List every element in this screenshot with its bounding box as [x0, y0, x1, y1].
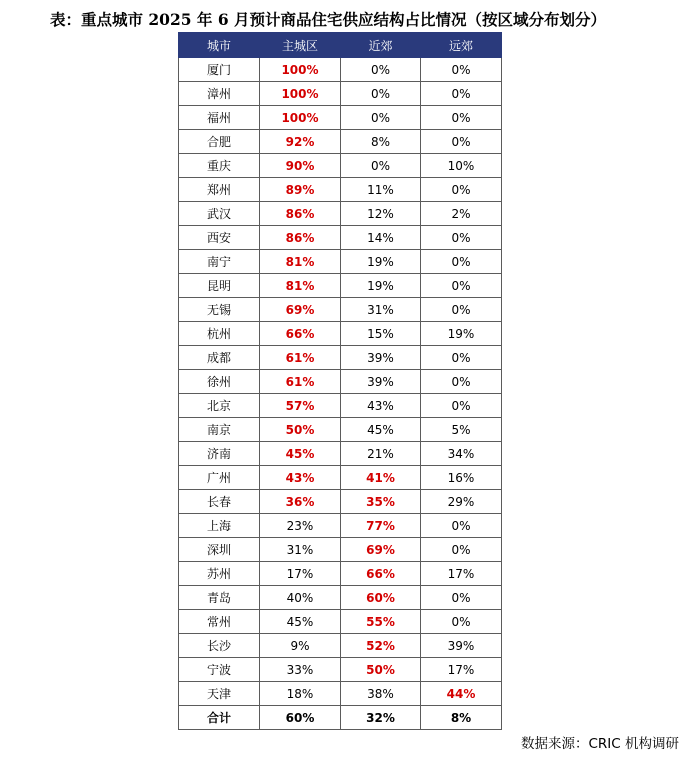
main-district-cell: 45%	[260, 442, 341, 466]
far-suburb-cell: 19%	[421, 322, 502, 346]
city-cell: 无锡	[179, 298, 260, 322]
city-cell: 郑州	[179, 178, 260, 202]
near-suburb-cell: 0%	[341, 82, 421, 106]
table-title: 表：重点城市 2025 年 6 月预计商品住宅供应结构占比情况（按区域分布划分）	[50, 10, 607, 29]
city-cell: 广州	[179, 466, 260, 490]
far-suburb-cell: 0%	[421, 514, 502, 538]
table-row	[179, 442, 502, 466]
city-cell: 南宁	[179, 250, 260, 274]
city-cell: 西安	[179, 226, 260, 250]
table-row	[179, 346, 502, 370]
table-row	[179, 82, 502, 106]
main-district-cell: 100%	[260, 82, 341, 106]
main-district-cell: 9%	[260, 634, 341, 658]
header-city: 城市	[179, 33, 260, 58]
header-row	[179, 33, 502, 58]
table-row	[179, 154, 502, 178]
table-row	[179, 106, 502, 130]
far-suburb-cell: 0%	[421, 130, 502, 154]
main-district-cell: 89%	[260, 178, 341, 202]
near-suburb-cell: 0%	[341, 154, 421, 178]
city-cell: 杭州	[179, 322, 260, 346]
table-row	[179, 658, 502, 682]
city-cell: 合肥	[179, 130, 260, 154]
table-row	[179, 298, 502, 322]
far-suburb-cell: 0%	[421, 610, 502, 634]
table-row	[179, 202, 502, 226]
main-district-cell: 61%	[260, 346, 341, 370]
data-source: 数据来源：CRIC 机构调研	[520, 736, 679, 752]
city-cell: 苏州	[179, 562, 260, 586]
far-suburb-cell: 0%	[421, 178, 502, 202]
main-district-cell: 81%	[260, 250, 341, 274]
main-district-cell: 23%	[260, 514, 341, 538]
near-suburb-cell: 0%	[341, 58, 421, 82]
city-cell: 长春	[179, 490, 260, 514]
far-suburb-cell: 29%	[421, 490, 502, 514]
city-cell: 上海	[179, 514, 260, 538]
table-row	[179, 562, 502, 586]
near-suburb-cell: 60%	[341, 586, 421, 610]
main-district-cell: 50%	[260, 418, 341, 442]
near-suburb-cell: 0%	[341, 106, 421, 130]
main-district-cell: 33%	[260, 658, 341, 682]
table-row	[179, 610, 502, 634]
far-suburb-cell: 0%	[421, 106, 502, 130]
table-row	[179, 538, 502, 562]
near-suburb-cell: 19%	[341, 274, 421, 298]
city-cell: 深圳	[179, 538, 260, 562]
table-row	[179, 418, 502, 442]
main-district-cell: 43%	[260, 466, 341, 490]
main-district-cell: 81%	[260, 274, 341, 298]
supply-structure-table	[178, 32, 502, 730]
table-row	[179, 394, 502, 418]
city-cell: 青岛	[179, 586, 260, 610]
city-cell: 天津	[179, 682, 260, 706]
near-suburb-cell: 15%	[341, 322, 421, 346]
far-suburb-cell: 0%	[421, 346, 502, 370]
far-suburb-cell: 0%	[421, 226, 502, 250]
city-cell: 武汉	[179, 202, 260, 226]
far-suburb-cell: 39%	[421, 634, 502, 658]
main-district-cell: 18%	[260, 682, 341, 706]
near-suburb-cell: 41%	[341, 466, 421, 490]
table-row	[179, 250, 502, 274]
main-district-cell: 36%	[260, 490, 341, 514]
far-suburb-cell: 0%	[421, 298, 502, 322]
far-suburb-cell: 0%	[421, 586, 502, 610]
main-district-cell: 45%	[260, 610, 341, 634]
main-district-cell: 92%	[260, 130, 341, 154]
far-suburb-cell: 17%	[421, 658, 502, 682]
table-row	[179, 226, 502, 250]
city-cell: 漳州	[179, 82, 260, 106]
city-cell: 福州	[179, 106, 260, 130]
city-cell: 长沙	[179, 634, 260, 658]
near-suburb-cell: 69%	[341, 538, 421, 562]
main-district-cell: 31%	[260, 538, 341, 562]
table-row	[179, 58, 502, 82]
far-suburb-cell: 0%	[421, 274, 502, 298]
far-suburb-cell: 16%	[421, 466, 502, 490]
main-district-cell: 100%	[260, 58, 341, 82]
near-suburb-cell: 31%	[341, 298, 421, 322]
main-district-cell: 86%	[260, 202, 341, 226]
near-suburb-cell: 43%	[341, 394, 421, 418]
table-row	[179, 178, 502, 202]
total-near-suburb-cell: 32%	[341, 706, 421, 730]
near-suburb-cell: 55%	[341, 610, 421, 634]
table-row	[179, 634, 502, 658]
table-row	[179, 466, 502, 490]
far-suburb-cell: 0%	[421, 370, 502, 394]
far-suburb-cell: 0%	[421, 58, 502, 82]
main-district-cell: 61%	[260, 370, 341, 394]
total-main-district-cell: 60%	[260, 706, 341, 730]
near-suburb-cell: 39%	[341, 370, 421, 394]
far-suburb-cell: 5%	[421, 418, 502, 442]
city-cell: 厦门	[179, 58, 260, 82]
far-suburb-cell: 44%	[421, 682, 502, 706]
header-far-suburb: 远郊	[421, 33, 502, 58]
total-city-cell: 合计	[179, 706, 260, 730]
table-row	[179, 130, 502, 154]
near-suburb-cell: 39%	[341, 346, 421, 370]
far-suburb-cell: 10%	[421, 154, 502, 178]
table-row	[179, 586, 502, 610]
near-suburb-cell: 11%	[341, 178, 421, 202]
table-row	[179, 490, 502, 514]
main-district-cell: 17%	[260, 562, 341, 586]
far-suburb-cell: 0%	[421, 538, 502, 562]
total-row	[179, 706, 502, 730]
near-suburb-cell: 50%	[341, 658, 421, 682]
table-row	[179, 322, 502, 346]
table-row	[179, 370, 502, 394]
near-suburb-cell: 77%	[341, 514, 421, 538]
table-row	[179, 682, 502, 706]
main-district-cell: 66%	[260, 322, 341, 346]
city-cell: 重庆	[179, 154, 260, 178]
table-body	[179, 58, 502, 730]
far-suburb-cell: 2%	[421, 202, 502, 226]
main-district-cell: 40%	[260, 586, 341, 610]
near-suburb-cell: 14%	[341, 226, 421, 250]
city-cell: 常州	[179, 610, 260, 634]
far-suburb-cell: 0%	[421, 82, 502, 106]
far-suburb-cell: 0%	[421, 394, 502, 418]
main-district-cell: 69%	[260, 298, 341, 322]
far-suburb-cell: 34%	[421, 442, 502, 466]
near-suburb-cell: 45%	[341, 418, 421, 442]
city-cell: 徐州	[179, 370, 260, 394]
near-suburb-cell: 38%	[341, 682, 421, 706]
far-suburb-cell: 17%	[421, 562, 502, 586]
table-row	[179, 514, 502, 538]
city-cell: 宁波	[179, 658, 260, 682]
city-cell: 昆明	[179, 274, 260, 298]
header-main-district: 主城区	[260, 33, 341, 58]
near-suburb-cell: 21%	[341, 442, 421, 466]
near-suburb-cell: 52%	[341, 634, 421, 658]
main-district-cell: 57%	[260, 394, 341, 418]
far-suburb-cell: 0%	[421, 250, 502, 274]
near-suburb-cell: 35%	[341, 490, 421, 514]
near-suburb-cell: 8%	[341, 130, 421, 154]
table-row	[179, 274, 502, 298]
city-cell: 南京	[179, 418, 260, 442]
main-district-cell: 86%	[260, 226, 341, 250]
near-suburb-cell: 66%	[341, 562, 421, 586]
header-near-suburb: 近郊	[341, 33, 421, 58]
total-far-suburb-cell: 8%	[421, 706, 502, 730]
main-district-cell: 100%	[260, 106, 341, 130]
near-suburb-cell: 12%	[341, 202, 421, 226]
main-district-cell: 90%	[260, 154, 341, 178]
city-cell: 北京	[179, 394, 260, 418]
city-cell: 济南	[179, 442, 260, 466]
city-cell: 成都	[179, 346, 260, 370]
near-suburb-cell: 19%	[341, 250, 421, 274]
